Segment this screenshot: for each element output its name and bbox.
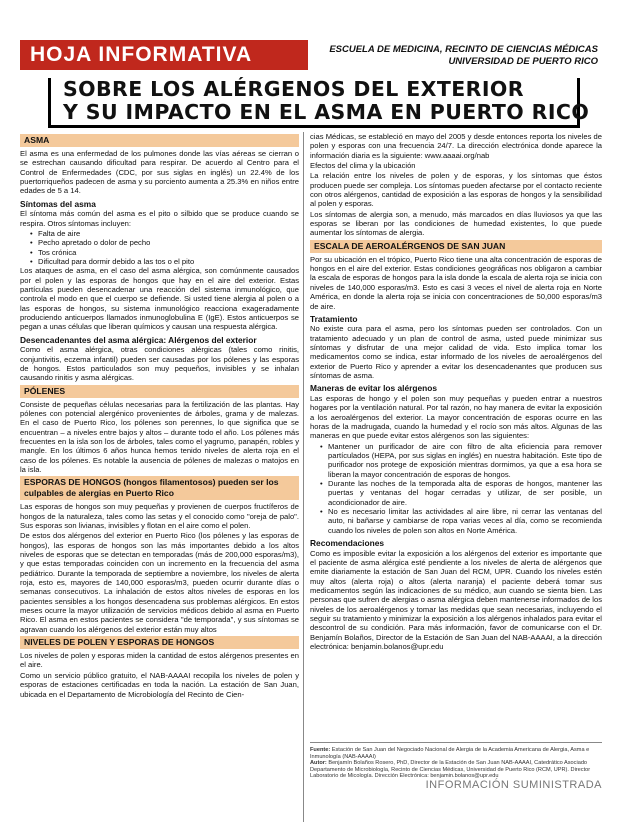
list-item: • Mantener un purificador de aire con filtro de alta eficiencia para remover partículados (HEPA, por sus siglas en inglés) en nuestra habitación. Este tipo de purificador nos protege de exposición mientras dormimos, ya que a esa hora se liberan la mayor concentración de esporas de hongos.	[320, 442, 602, 479]
section-heading-niveles: NIVELES DE POLEN Y ESPORAS DE HONGOS	[20, 636, 299, 649]
section-heading-esporas: ESPORAS DE HONGOS (hongos filamentosos) pueden ser los culpables de alergias en Puerto Rico	[20, 476, 299, 500]
list-item: • Tos crónica	[30, 248, 299, 257]
paragraph: No existe cura para el asma, pero los síntomas pueden ser controlados. Con un tratamiento adecuado y un plan de control de asma, usted puede minimizar sus síntomas y disfrutar de una mejor calidad de vida. Esto implica tomar los medicamentos como se indica, estar informado de los niveles de aeroalérgenos del exterior de Puerto Rico y aprender a evitar los desencadenantes que producen sus síntomas de asma.	[310, 324, 602, 381]
subheading-tratamiento: Tratamiento	[310, 313, 358, 324]
subheading-desencadenantes: Desencadenantes del asma alérgica: Alérgenos del exterior	[20, 334, 257, 345]
section-heading-escala: ESCALA DE AEROALÉRGENOS DE SAN JUAN	[310, 240, 602, 253]
author-label: Autor:	[310, 760, 327, 767]
source-credit	[310, 747, 602, 760]
school-line-2: UNIVERSIDAD DE PUERTO RICO	[448, 56, 598, 67]
subheading-sintomas: Síntomas del asma	[20, 198, 96, 209]
paragraph: Efectos del clima y la ubicación	[310, 161, 416, 171]
symptom-list	[20, 229, 299, 266]
paragraph: El asma es una enfermedad de los pulmones donde las vías aéreas se cierran o se estrechan causando dificultad para respirar. De acuerdo al Centro para el Control de Enfermedades (CDC, por sus siglas en inglés) un 22.4% de los puertorriqueños padecen de asma y su porciento aumenta a 25.3% en niños entre edades de 5 a 14.	[20, 149, 299, 196]
section-heading-polenes: PÓLENES	[20, 385, 299, 398]
paragraph: Como es imposible evitar la exposición a los alérgenos del exterior es importante que el paciente de asma alérgica esté pendiente a los niveles de alerta de alérgenos que emite diariamente la estación de San Juan del RCM, UPR. Cuando los niveles estén muy altos (alerta roja) o altos (alerta naranja) el paciente deberá tomar sus medicamentos según las indicaciones de su médico, aun cuando se sienta bien. Las personas que sufren de alergias o asma alérgica deben mantenerse informados de los niveles de los aeroalérgenos y tomar las medidas que sean necesarias, incluyendo el seguir su tratamiento y minimizar la exposición a los alérgenos inhalados para evitar el descontrol de su condición. Para más información, favor de comunicarse con el Dr. Benjamín Bolaños, Director de la Estación de San Juan del NAB-AAAAI, a la dirección electrónica: benjamin.bolanos@upr.edu	[310, 548, 602, 651]
right-column	[310, 132, 602, 652]
list-item: • Pecho apretado o dolor de pecho	[30, 238, 299, 247]
section-heading-asma: ASMA	[20, 134, 299, 147]
author-text: Benjamín Bolaños Rosero, PhD, Director de la Estación de San Juan NAB-AAAAI, Catedrático Asociado Departamento de Microbiología, Recinto de Ciencias Médicas, Universidad de Puerto Rico (RCM, UPR). Director Laboratorio de Micología. Dirección Electrónica: benjamin.bolanos@upr.edu	[310, 760, 591, 780]
paragraph: Los ataques de asma, en el caso del asma alérgica, son comúnmente causados por el polen y las esporas de hongos que hay en el aire del exterior. Estas partículas pueden desencadenar una reacción del sistema inmunológico, que controla el modo en que el cuerpo se defiende. Si usted tiene alergia al polen o a las esporas de hongos, su sistema inmunológico reacciona exageradamente produciendo anticuerpos llamados inmunoglobulina E (IgE). Estos anticuerpos se pegan a unas células que liberan químicos y causan una respuesta alérgica.	[20, 266, 299, 332]
title-line-2: Y SU IMPACTO EN EL ASMA EN PUERTO RICO	[63, 100, 590, 124]
informacion-suministrada-bar: INFORMACIÓN SUMINISTRADA	[425, 779, 602, 791]
list-item: • Dificultad para dormir debido a las tos o el pito	[30, 257, 299, 266]
list-item: • No es necesario limitar las actividades al aire libre, ni cerrar las ventanas del auto, ni bañarse y cambiarse de ropa varias veces al día, como se recomienda cuando los niveles de polen son altos en Norte América.	[320, 507, 602, 535]
paragraph: Como el asma alérgica, otras condiciones alérgicas (tales como rinitis, conjuntivitis, eczema infantil) pueden ser causadas por los pólenes y las esporas de hongos. Estos particulados son muy pequeños, invisibles y se inhalan causando rinitis y asma alérgicas.	[20, 345, 299, 383]
list-item: • Durante las noches de la temporada alta de esporas de hongos, mantener las puertas y ventanas del hogar cerradas y utilizar, de ser posible, un acondicionador de aire.	[320, 479, 602, 507]
source-text: Estación de San Juan del Negociado Nacional de Alergia de la Academia Americana de Alergia, Asma e Inmunología (NAB-AAAAI)	[310, 747, 590, 760]
subheading-maneras: Maneras de evitar los alérgenos	[310, 383, 438, 394]
paragraph: El síntoma más común del asma es el pito o silbido que se produce cuando se respira. Otros síntomas incluyen:	[20, 209, 299, 228]
document-title	[48, 77, 590, 128]
paragraph: Consiste de pequeñas células necesarias para la fertilización de las plantas. Hay pólenes con potencial alergénico provenientes de árboles, grama y de malezas. En el caso de Puerto Rico, los pólenes son perennes, lo que significa que se encuentran – a niveles entre bajos y altos – durante todo el año. Los pólenes más frecuentes en la isla son los de árboles, tales como el yagrumo, panapén, robles y mangle. En los últimos 6 años hunca hemos tenido niveles de alerta roja en el caso de los pólenes. Es notable la ausencia de pólenes de malezas o matojos en la isla.	[20, 399, 299, 474]
paragraph: cias Médicas, se estableció en mayo del 2005 y desde entonces reporta los niveles de polen y esporas con una frecuencia 24/7. La dirección electrónica donde aparece la información diaria es la siguiente: www.aaaai.org/nab	[310, 132, 602, 160]
paragraph: De estos dos alérgenos del exterior en Puerto Rico (los pólenes y las esporas de hongos), las esporas de hongos son las más importantes debido a los altos niveles de esporas que se detectan en temporadas (más de 200,000 esporas/m3), y que estas temporadas coinciden con un incremento en la frecuencia del asma pediátrico. Durante la temporada de septiembre a noviembre, los niveles de alerta roja, esto es, mayores de 140,000 esporas/m3, pueden ocurrir durante días o semanas consecutivos. La inhalación de estos altos niveles de esporas en los pacientes sensibles a los hongos desencadena sus problemas alérgicos. En estos meses ocurre la mayor utilización de servicios médicos debido al asma en Puerto Rico. El asma en estos pacientes se considera "de temporada", y sus síntomas se agravan cuando los alérgenos del exterior están muy altos	[20, 531, 299, 634]
paragraph: Los síntomas de alergia son, a menudo, más marcados en días lluviosos ya que las esporas se liberan por las condiciones de humedad existentes, lo que puede aumentar los síntomas de alergia.	[310, 209, 602, 238]
source-label: Fuente:	[310, 747, 331, 753]
paragraph: Las esporas de hongo y el polen son muy pequeñas y pueden entrar a nuestros hogares por la ventilación natural. Por tal razón, no hay manera de evitar la exposición a los aeroalérgenos del exterior. La mayor concentración de esporas ocurre en las horas de la madrugada, cuando la humedad y el rocío son más altos. Algunas de las maneras en que puede evitar estos alérgenos son las siguientes:	[310, 393, 602, 441]
paragraph: La relación entre los niveles de polen y de esporas, y los síntomas que éstos producen puede ser compleja. Los síntomas pueden afectarse por el contacto reciente con otros alérgenos, cantidad de exposición a las esporas de hongos y la sensibilidad al polen y esporas.	[310, 171, 602, 209]
paragraph: Las esporas de hongos son muy pequeñas y provienen de cuerpos fructíferos de hongos de la naturaleza, tales como las setas y el conocido como "oreja de palo". Sus esporas son livianas, invisibles y flotan en el aire como el polen.	[20, 502, 299, 530]
subheading-recomendaciones: Recomendaciones	[310, 538, 385, 549]
left-column	[20, 132, 304, 822]
avoidance-list	[310, 442, 602, 535]
school-header	[329, 44, 598, 68]
paragraph: Por su ubicación en el trópico, Puerto Rico tiene una alta concentración de esporas de hongos en el aire del exterior. Estas condiciones geográficas nos obligaron a cambiar la escala de esporas de hongos para la isla donde la escala de alerta roja se inicia con niveles de 140,000 esporas/m3. Esto es casi 3 veces el nivel de alerta roja en Norte América, en donde la alerta roja se inicia con concentraciones de 50,000 esporas/m3 de aire.	[310, 254, 602, 311]
paragraph: Los niveles de polen y esporas miden la cantidad de estos alérgenos presentes en el aire.	[20, 651, 299, 670]
school-line-1: ESCUELA DE MEDICINA, RECINTO DE CIENCIAS MÉDICAS	[329, 44, 598, 55]
hoja-informativa-badge: HOJA INFORMATIVA	[20, 40, 308, 70]
list-item: • Falta de aire	[30, 229, 299, 238]
title-line-1: SOBRE LOS ALÉRGENOS DEL EXTERIOR	[63, 77, 524, 101]
paragraph: Como un servicio público gratuito, el NAB-AAAAI recopila los niveles de polen y esporas de estaciones certificadas en toda la nación. La estación de San Juan, ubicada en el Departamento de Microbiología del Recinto de Cien-	[20, 670, 299, 699]
